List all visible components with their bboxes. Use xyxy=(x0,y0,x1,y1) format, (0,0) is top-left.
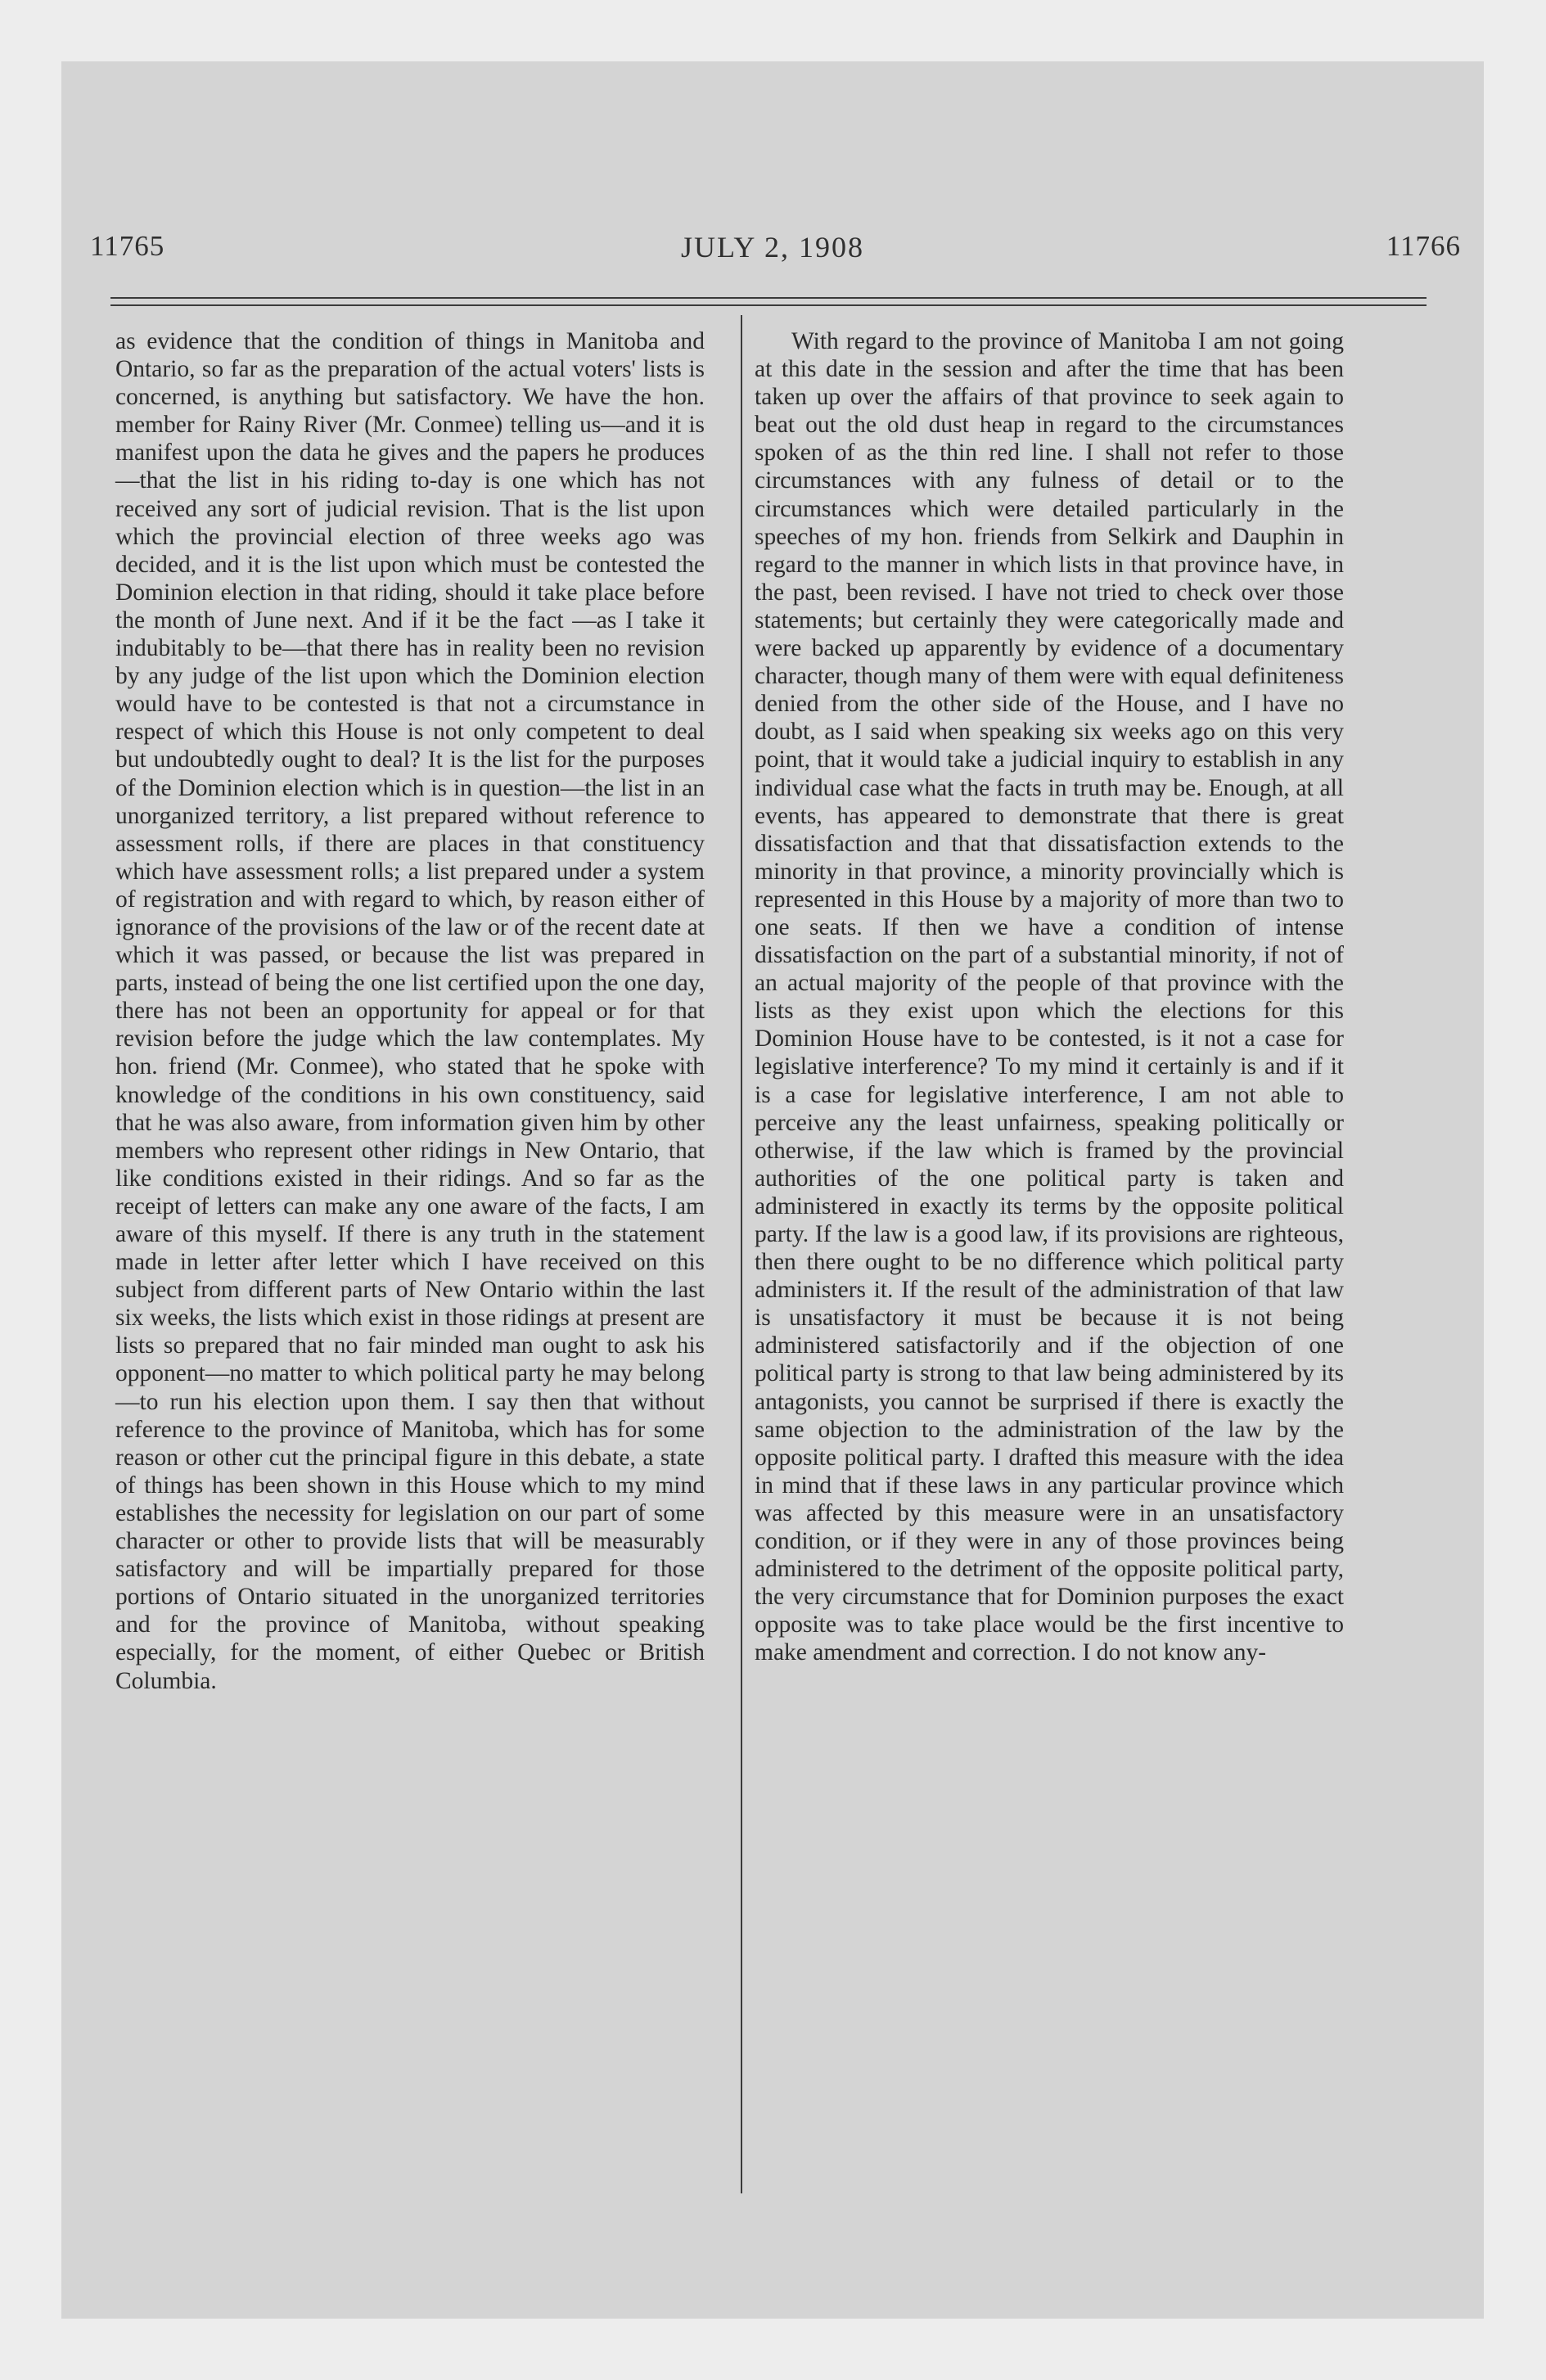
page-header xyxy=(61,230,1484,271)
page-date: JULY 2, 1908 xyxy=(680,231,865,264)
column-divider xyxy=(741,315,742,2193)
right-column xyxy=(755,327,1344,1667)
left-column-text: as evidence that the condition of things in Manitoba and Ontario, so far as the preparation of the actual voters' lists is concerned, is anything but satisfactory. We have the hon. member for Rainy River (Mr. Conmee) telling us—and it is manifest upon the data he gives and the papers he produces—that the list in his riding to-day is one which has not received any sort of judicial revision. That is the list upon which the provincial election of three weeks ago was decided, and it is the list upon which must be contested the Dominion election in that riding, should it take place before the month of June next. And if it be the fact —as I take it indubitably to be—that there has in reality been no revision by any judge of the list upon which the Dominion election would have to be contested is that not a circumstance in respect of which this House is not only competent to deal but undoubtedly ought to deal? It is the list for the purposes of the Dominion election which is in question—the list in an unorganized territory, a list prepared without reference to assessment rolls, if there are places in that constituency which have assessment rolls; a list prepared under a system of registration and with regard to which, by reason either of ignorance of the provisions of the law or of the recent date at which it was passed, or because the list was prepared in parts, instead of being the one list certified upon the one day, there has not been an opportunity for appeal or for that revision before the judge which the law contemplates. My hon. friend (Mr. Conmee), who stated that he spoke with knowledge of the conditions in his own constituency, said that he was also aware, from information given him by other members who represent other ridings in New Ontario, that like conditions existed in their ridings. And so far as the receipt of letters can make any one aware of the facts, I am aware of this myself. If there is any truth in the statement made in letter after letter which I have received on this subject from different parts of New Ontario within the last six weeks, the lists which exist in those ridings at present are lists so prepared that no fair minded man ought to ask his opponent—no matter to which political party he may belong—to run his election upon them. I say then that without reference to the province of Manitoba, which has for some reason or other cut the principal figure in this debate, a state of things has been shown in this House which to my mind establishes the necessity for legislation on our part of some character or other to provide lists that will be measurably satisfactory and will be impartially prepared for those portions of Ontario situated in the unorganized territories and for the province of Manitoba, without speaking especially, for the moment, of either Quebec or British Columbia. xyxy=(115,328,705,1694)
right-column-text: With regard to the province of Manitoba I am not going at this date in the session and after the time that has been taken up over the affairs of that province to seek again to beat out the old dust heap in regard to the circumstances spoken of as the thin red line. I shall not refer to those circumstances with any fulness of detail or to the circumstances which were detailed particularly in the speeches of my hon. friends from Selkirk and Dauphin in regard to the manner in which lists in that province have, in the past, been revised. I have not tried to check over those statements; but certainly they were categorically made and were backed up apparently by evidence of a documentary character, though many of them were with equal definiteness denied from the other side of the House, and I have no doubt, as I said when speaking six weeks ago on this very point, that it would take a judicial inquiry to establish in any individual case what the facts in truth may be. Enough, at all events, has appeared to demonstrate that there is great dissatisfaction and that that dissatisfaction extends to the minority in that province, a minority provincially which is represented in this House by a majority of more than two to one seats. If then we have a condition of intense dissatisfaction on the part of a substantial minority, if not of an actual majority of the people of that province with the lists as they exist upon which the elections for this Dominion House have to be contested, is it not a case for legislative interference? To my mind it certainly is and if it is a case for legislative interference, I am not able to perceive any the least unfairness, speaking politically or otherwise, if the law which is framed by the provincial authorities of the one political party is taken and administered in exactly its terms by the opposite political party. If the law is a good law, if its provisions are righteous, then there ought to be no difference which political party administers it. If the result of the administration of that law is unsatisfactory it must be because it is not being administered satisfactorily and if the objection of one political party is strong to that law being administered by its antagonists, you cannot be surprised if there is exactly the same objection to the administration of the law by the opposite political party. I drafted this measure with the idea in mind that if these laws in any particular province which was affected by this measure were in an unsatisfactory condition, or if they were in any of those provinces being administered to the detriment of the opposite political party, the very circumstance that for Dominion purposes the exact opposite was to take place would be the first incentive to make amendment and correction. I do not know any- xyxy=(755,328,1344,1666)
header-rule-bottom xyxy=(110,304,1427,306)
left-page-number: 11765 xyxy=(90,230,165,262)
header-rule-top xyxy=(110,297,1427,299)
page xyxy=(61,61,1484,2319)
right-page-number: 11766 xyxy=(1386,230,1461,262)
left-column xyxy=(115,327,705,1695)
